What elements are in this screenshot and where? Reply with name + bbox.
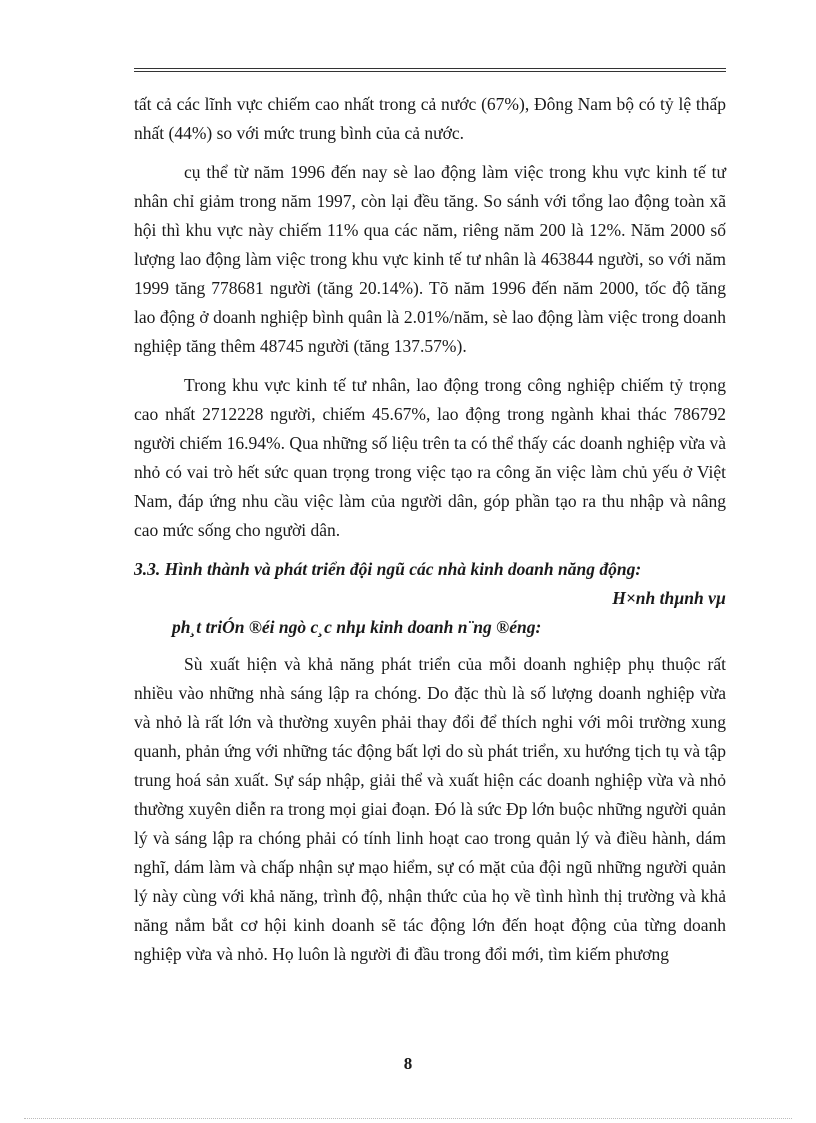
header-rule-secondary xyxy=(134,71,726,72)
paragraph-4: Sù xuất hiện và khả năng phát triển của mỗi doanh nghiệp phụ thuộc rất nhiều vào những nhà sáng lập ra chóng. Do đặc thù là số lượng doanh nghiệp vừa và nhỏ là rất lớn và thường xuyên phải thay đổi để thích nghi với môi trường xung quanh, phản ứng với những tác động bất lợi do sù phát triển, xu hướng tịch tụ và tập trung hoá sản xuất. Sự sáp nhập, giải thể và xuất hiện các doanh nghiệp vừa và nhỏ thường xuyên diễn ra trong mọi giai đoạn. Đó là sức Ðp lớn buộc những người quản lý và sáng lập ra chóng phải có tính linh hoạt cao trong quản lý và điều hành, dám nghĩ, dám làm và chấp nhận sự mạo hiểm, sự có mặt của đội ngũ những người quản lý này cùng với khả năng, trình độ, nhận thức của họ về tình hình thị trường và khả năng nắm bắt cơ hội kinh doanh sẽ tác động lớn đến hoạt động của từng doanh nghiệp vừa và nhỏ. Họ luôn là người đi đầu trong đổi mới, tìm kiếm phương xyxy=(134,654,726,964)
page-bottom-edge xyxy=(24,1118,792,1119)
document-body xyxy=(134,90,726,979)
section-heading: 3.3. Hình thành và phát triển đội ngũ các nhà kinh doanh năng động: xyxy=(134,559,642,579)
page-number: 8 xyxy=(403,1054,413,1073)
section-heading-legacy xyxy=(134,584,726,642)
paragraph-3: Trong khu vực kinh tế tư nhân, lao động trong công nghiệp chiếm tỷ trọng cao nhất 2712228 người, chiếm 45.67%, lao động trong ngành khai thác 786792 người chiếm 16.94%. Qua những số liệu trên ta có thể thấy các doanh nghiệp vừa và nhỏ có vai trò hết sức quan trọng trong việc tạo ra công ăn việc làm chủ yếu ở Việt Nam, đáp ứng nhu cầu việc làm của người dân, góp phần tạo ra thu nhập và nâng cao mức sống cho người dân. xyxy=(134,375,726,540)
section-heading-legacy-line1: H×nh thµnh vµ xyxy=(612,588,726,608)
paragraph-1: tất cả các lĩnh vực chiếm cao nhất trong cả nước (67%), Đông Nam bộ có tỷ lệ thấp nhất (44%) so với mức trung bình của cả nước. xyxy=(134,94,726,143)
section-heading-legacy-line2: ph¸t triÓn ®éi ngò c¸c nhµ kinh doanh n¨ng ®éng: xyxy=(172,617,542,637)
paragraph-2: cụ thể từ năm 1996 đến nay sè lao động làm việc trong khu vực kinh tế tư nhân chỉ giảm trong năm 1997, còn lại đều tăng. So sánh với tổng lao động toàn xã hội thì khu vực này chiếm 11% qua các năm, riêng năm 200 là 12%. Năm 2000 số lượng lao động làm việc trong khu vực kinh tế tư nhân là 463844 người, so với năm 1999 tăng 778681 người (tăng 20.14%). Tõ năm 1996 đến năm 2000, tốc độ tăng lao động ở doanh nghiệp bình quân là 2.01%/năm, sè lao động làm việc trong doanh nghiệp tăng thêm 48745 người (tăng 137.57%). xyxy=(134,162,726,356)
header-rule xyxy=(134,68,726,69)
